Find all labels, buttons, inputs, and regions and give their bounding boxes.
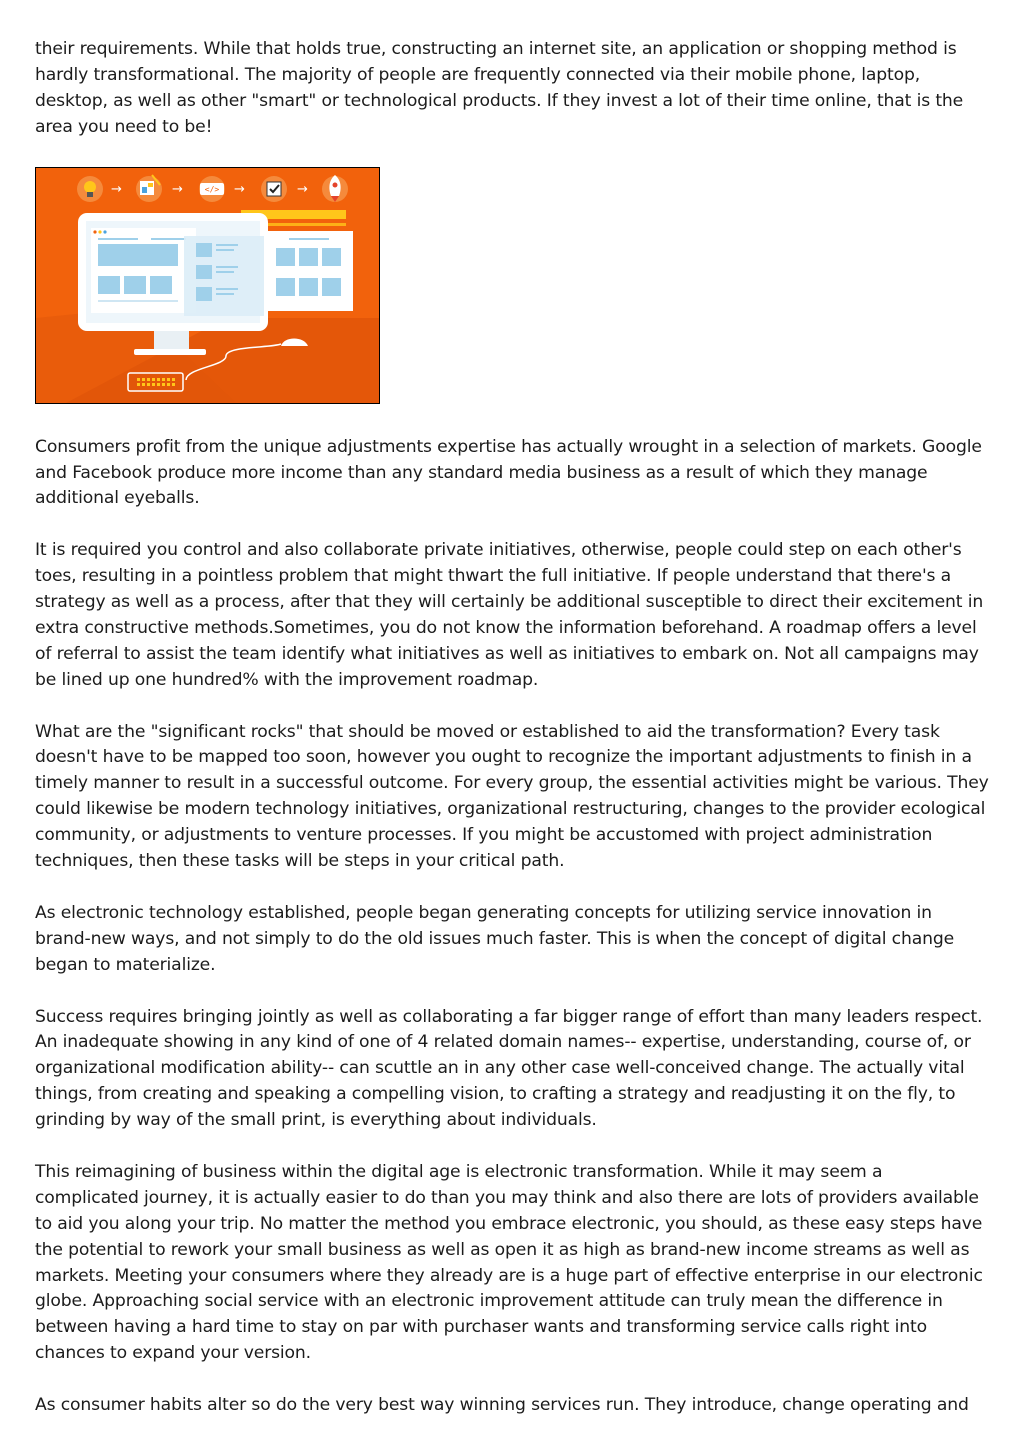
lightbulb-icon <box>77 176 103 202</box>
intro-paragraph: their requirements. While that holds true, constructing an internet site, an application or shopping method is hardly transformational. The majority of people are frequently connected via their mobile phone, laptop, desktop, as well as other "smart" or technological products. If they invest a lot of their time online, that is the area you need to be! <box>35 39 964 137</box>
svg-text:→: → <box>234 181 245 197</box>
digital-transformation-illustration <box>35 167 380 404</box>
paragraph: As consumer habits alter so do the very best way winning services run. They introduce, change operating and <box>35 1395 969 1416</box>
code-icon <box>199 176 225 202</box>
paragraph: Consumers profit from the unique adjustments expertise has actually wrought in a selection of markets. Google and Facebook produce more income than any standard media business as a result of which they manage additional eyeballs. <box>35 436 982 509</box>
paragraph: What are the "significant rocks" that should be moved or established to aid the transformation? Every task doesn't have to be mapped too soon, however you ought to recognize the important adjustments to finish in a timely manner to result in a successful outcome. For every group, the essential activities might be various. They could likewise be modern technology initiatives, organizational restructuring, changes to the provider ecological community, or adjustments to venture processes. If you might be accustomed with project administration techniques, then these tasks will be steps in your critical path. <box>35 721 989 872</box>
svg-text:→: → <box>297 181 308 197</box>
code-symbol: </> <box>204 184 220 194</box>
paragraph: It is required you control and also collaborate private initiatives, otherwise, people could step on each other's toes, resulting in a pointless problem that might thwart the full initiative. If people understand that there's a strategy as well as a process, after that they will certainly be additional susceptible to direct their excitement in extra constructive methods.Sometimes, you do not know the information beforehand. A roadmap offers a level of referral to assist the team identify what initiatives as well as initiatives to embark on. Not all campaigns may be lined up one hundred% with the improvement roadmap. <box>35 540 984 690</box>
paragraph: As electronic technology established, people began generating concepts for utilizing service innovation in brand-new ways, and not simply to do the old issues much faster. This is when the concept of digital change began to materialize. <box>35 902 955 975</box>
svg-text:→: → <box>172 181 183 197</box>
paragraph: Success requires bringing jointly as well as collaborating a far bigger range of effort than many leaders respect. An inadequate showing in any kind of one of 4 related domain names-- expertise, understanding, course of, or organizational modification ability-- can scuttle an in any other case well-conceived change. The actually vital things, from creating and speaking a compelling vision, to crafting a strategy and readjusting it on the fly, to grinding by way of the small print, is everything about individuals. <box>35 1006 983 1131</box>
paragraph: This reimagining of business within the digital age is electronic transformation. While it may seem a complicated journey, it is actually easier to do than you may think and also there are lots of providers available to aid you along your trip. No matter the method you embrace electronic, you should, as these easy steps have the potential to rework your small business as well as open it as high as brand-new income streams as well as markets. Meeting your consumers where they already are is a huge part of effective enterprise in our electronic globe. Approaching social service with an electronic improvement attitude can truly mean the difference in between having a hard time to stay on par with purchaser wants and transforming service calls right into chances to expand your version. <box>35 1161 983 1364</box>
article <box>35 37 990 1419</box>
checklist-icon <box>261 176 287 202</box>
svg-text:→: → <box>111 181 122 197</box>
